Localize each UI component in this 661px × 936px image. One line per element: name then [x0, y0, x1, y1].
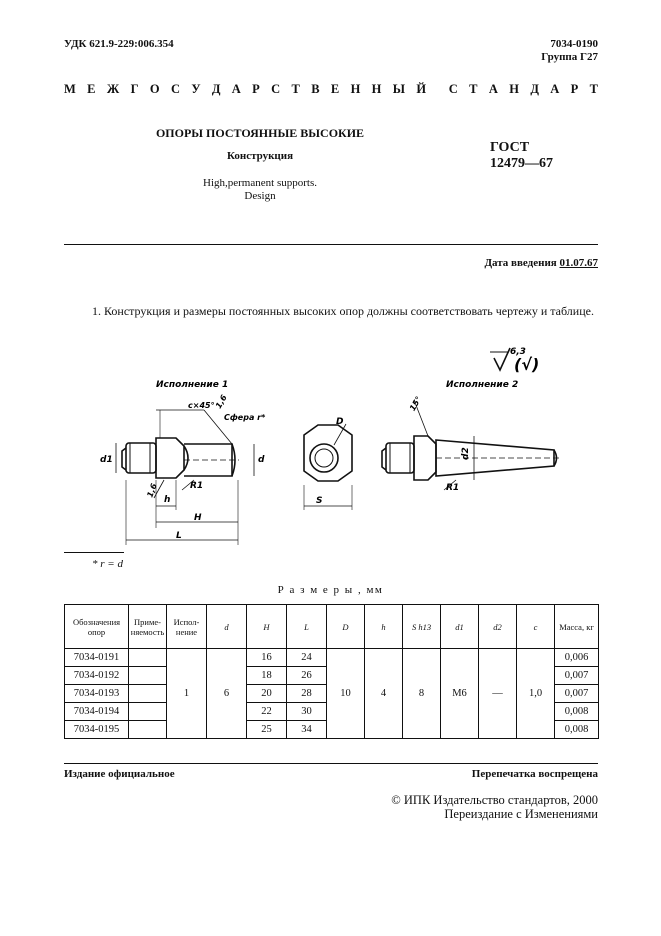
cell-mass: 0,008: [555, 703, 599, 721]
technical-drawing: [64, 340, 598, 555]
doc-code: 7034-0190: [550, 38, 598, 50]
banner-letter: Д: [211, 82, 221, 96]
cell-applicability: [129, 721, 167, 739]
clause-1: 1. Конструкция и размеры постоянных высоких опор должны соответствовать чертежу и таблице.: [92, 304, 594, 318]
banner-letter: М: [64, 82, 76, 96]
rough-label-side: 1,6: [145, 482, 159, 499]
footer-divider: [64, 763, 598, 764]
h-label: h: [164, 495, 171, 505]
cell-mass: 0,007: [555, 685, 599, 703]
table-header-cell: S h13: [403, 605, 441, 649]
cell-code: 7034-0194: [65, 703, 129, 721]
english-title-line2: Design: [244, 190, 276, 202]
L-label: L: [176, 531, 182, 541]
english-title-line1: High,permanent supports.: [203, 177, 317, 189]
banner-letter: А: [550, 82, 560, 96]
banner-letter: Ж: [106, 82, 120, 96]
r1-label-v1: R1: [190, 481, 204, 491]
cell-L: 28: [287, 685, 327, 703]
dimensions-table: [64, 604, 599, 739]
copyright: © ИПК Издательство стандартов, 2000: [391, 793, 598, 807]
d1-label: d1: [100, 455, 113, 465]
banner-letter: А: [231, 82, 241, 96]
table-header-cell: Обозначения опор: [65, 605, 129, 649]
gost-code: 12479—67: [490, 156, 553, 171]
d-label: d: [258, 455, 265, 465]
banner-letter: Т: [291, 82, 300, 96]
cell-code: 7034-0192: [65, 667, 129, 685]
cell-S: 8: [403, 649, 441, 739]
intro-date-value: 01.07.67: [559, 257, 598, 269]
cell-applicability: [129, 703, 167, 721]
cell-H: 22: [247, 703, 287, 721]
cell-mass: 0,007: [555, 667, 599, 685]
reprint-forbidden: Перепечатка воспрещена: [471, 768, 598, 780]
cell-code: 7034-0191: [65, 649, 129, 667]
cell-mass: 0,006: [555, 649, 599, 667]
banner-letter: Д: [530, 82, 539, 96]
table-header-cell: h: [365, 605, 403, 649]
cell-d2: —: [479, 649, 517, 739]
table-header-cell: H: [247, 605, 287, 649]
banner-letter: Е: [330, 82, 340, 96]
S-label: S: [316, 496, 323, 506]
banner-letter: Р: [570, 82, 579, 96]
table-header-cell: L: [287, 605, 327, 649]
banner-letter: Й: [416, 82, 427, 96]
H-label: H: [194, 513, 202, 523]
d2-label: d2: [461, 447, 471, 460]
intro-date-label: Дата введения: [484, 257, 557, 269]
cell-applicability: [129, 649, 167, 667]
doc-subtitle: Конструкция: [226, 150, 294, 162]
cell-H: 16: [247, 649, 287, 667]
table-header-row: [65, 605, 599, 649]
english-title: [150, 177, 370, 203]
footnote: * r = d: [92, 558, 123, 570]
cell-H: 20: [247, 685, 287, 703]
table-header-cell: c: [517, 605, 555, 649]
roughness-paren: (√): [514, 355, 540, 374]
cell-H: 25: [247, 721, 287, 739]
table-header-cell: Испол-нение: [167, 605, 207, 649]
cell-h: 4: [365, 649, 403, 739]
table-row: [65, 649, 599, 667]
roughness-value: 6,3: [510, 347, 526, 357]
cell-variant: 1: [167, 649, 207, 739]
cell-applicability: [129, 667, 167, 685]
cell-D: 10: [327, 649, 365, 739]
table-header-cell: d2: [479, 605, 517, 649]
copyright-block: [391, 793, 598, 821]
introduction-date: [484, 257, 598, 269]
banner-letter: Н: [350, 82, 361, 96]
banner-letter: В: [311, 82, 320, 96]
banner-letter: Г: [130, 82, 139, 96]
variant-1-caption: Исполнение 1: [156, 380, 229, 390]
banner-letter: Н: [371, 82, 382, 96]
cell-L: 24: [287, 649, 327, 667]
banner-letter: С: [448, 82, 458, 96]
banner-letter: Ы: [392, 82, 406, 96]
cell-code: 7034-0195: [65, 721, 129, 739]
sphere-label: Сфера r*: [224, 413, 266, 422]
table-header-cell: Приме-няемость: [129, 605, 167, 649]
cell-c: 1,0: [517, 649, 555, 739]
doc-group: Группа Г27: [541, 51, 598, 63]
table-header-cell: D: [327, 605, 365, 649]
table-header-cell: d1: [441, 605, 479, 649]
cell-code: 7034-0193: [65, 685, 129, 703]
banner-letter: А: [488, 82, 498, 96]
banner-letter: Т: [469, 82, 478, 96]
banner-letter: Н: [509, 82, 519, 96]
reissue-note: Переиздание с Изменениями: [444, 807, 598, 821]
cell-H: 18: [247, 667, 287, 685]
cell-mass: 0,008: [555, 721, 599, 739]
cell-d: 6: [207, 649, 247, 739]
D-label: D: [336, 417, 344, 427]
doc-code-block: [541, 38, 598, 64]
variant-2-caption: Исполнение 2: [446, 380, 519, 390]
banner-letter: О: [149, 82, 160, 96]
rough-label-top: 1,6: [213, 393, 229, 411]
udk-code: УДК 621.9-229:006.354: [64, 38, 174, 50]
interstate-standard-banner: [64, 82, 598, 97]
table-header-cell: d: [207, 605, 247, 649]
angle-label: 15°: [407, 394, 424, 413]
banner-letter: С: [170, 82, 180, 96]
footnote-rule: [64, 552, 124, 553]
chamfer-label: c×45°: [188, 401, 215, 410]
header-divider: [64, 244, 598, 245]
banner-letter: Р: [252, 82, 260, 96]
cell-applicability: [129, 685, 167, 703]
banner-letter: У: [191, 82, 201, 96]
r1-label-v2: R1: [446, 483, 460, 493]
cell-L: 26: [287, 667, 327, 685]
cell-L: 34: [287, 721, 327, 739]
banner-letter: Е: [87, 82, 96, 96]
official-edition: Издание официальное: [64, 768, 175, 780]
gost-label: ГОСТ: [490, 140, 530, 155]
doc-title: ОПОРЫ ПОСТОЯННЫЕ ВЫСОКИЕ: [155, 126, 365, 140]
cell-d1: M6: [441, 649, 479, 739]
table-caption: Р а з м е р ы , мм: [277, 584, 384, 596]
banner-letter: С: [271, 82, 281, 96]
gost-number: [490, 140, 553, 172]
table-header-cell: Масса, кг: [555, 605, 599, 649]
cell-L: 30: [287, 703, 327, 721]
banner-letter: Т: [589, 82, 598, 96]
